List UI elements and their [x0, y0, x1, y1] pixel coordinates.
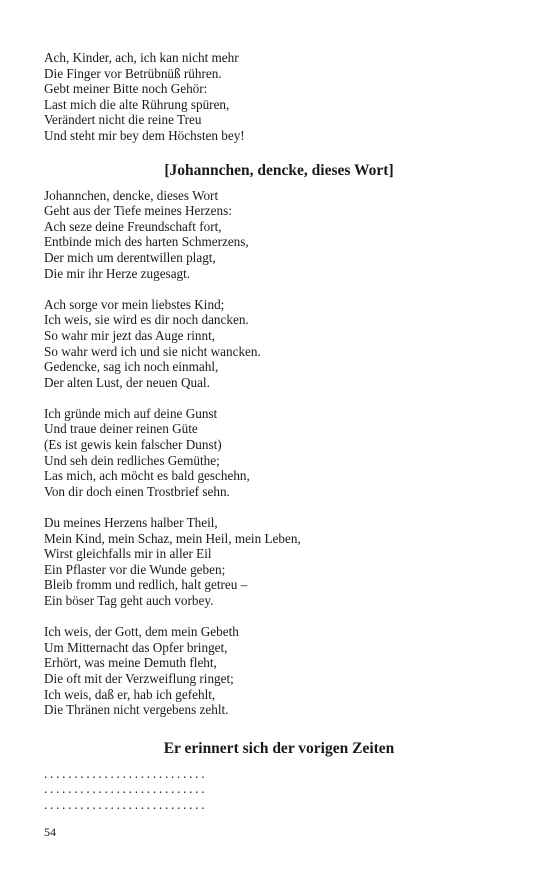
- stanza-gap: [44, 281, 514, 297]
- verse-line: Gebt meiner Bitte noch Gehör:: [44, 81, 208, 97]
- verse-line: Und steht mir bey dem Höchsten bey!: [44, 127, 245, 143]
- verse-line: Die oft mit der Verzweiflung ringet;: [44, 670, 234, 686]
- poem2-stanza-3: [44, 406, 514, 500]
- stanza-gap: [44, 499, 514, 515]
- poem2-stanza-2: [44, 297, 514, 391]
- stanza-gap: [44, 609, 514, 625]
- stanza-gap: [44, 390, 514, 406]
- verse-line: Erhört, was meine Demuth fleht,: [44, 655, 217, 671]
- verse-line: Entbinde mich des harten Schmerzens,: [44, 234, 249, 250]
- verse-line: Ach, Kinder, ach, ich kan nicht mehr: [44, 50, 239, 65]
- poem-title: [Johannchen, dencke, dieses Wort]: [164, 161, 394, 179]
- poem3-ellipsis-lines: [44, 766, 514, 813]
- verse-line: Ich weis, sie wird es dir noch dancken.: [44, 312, 249, 328]
- verse-line: Ich weis, daß er, hab ich gefehlt,: [44, 686, 216, 702]
- verse-line: Ach seze deine Freundschaft fort,: [44, 218, 222, 234]
- verse-line: Mein Kind, mein Schaz, mein Heil, mein Leben,: [44, 530, 301, 546]
- poem2-stanza-1: [44, 188, 514, 282]
- verse-line: Geht aus der Tiefe meines Herzens:: [44, 203, 232, 219]
- verse-line: Die Finger vor Betrübnüß rühren.: [44, 65, 222, 81]
- verse-line: Las mich, ach möcht es bald geschehn,: [44, 468, 250, 484]
- verse-line: Um Mitternacht das Opfer bringet,: [44, 639, 228, 655]
- verse-line: Und traue deiner reinen Güte: [44, 421, 198, 437]
- verse-line: Du meines Herzens halber Theil,: [44, 515, 218, 531]
- verse-line: (Es ist gewis kein falscher Dunst): [44, 437, 222, 453]
- poem-title: Er erinnert sich der vorigen Zeiten: [163, 739, 395, 757]
- verse-line: Und seh dein redliches Gemüthe;: [44, 452, 220, 468]
- verse-line: Die Thränen nicht vergebens zehlt.: [44, 702, 229, 718]
- page-number: 54: [44, 825, 56, 839]
- verse-line: Ein böser Tag geht auch vorbey.: [44, 593, 214, 608]
- verse-line: Bleib fromm und redlich, halt getreu –: [44, 577, 248, 593]
- verse-line: Verändert nicht die reine Treu: [44, 112, 202, 128]
- verse-line: So wahr mir jezt das Auge rinnt,: [44, 327, 216, 343]
- omission-dots: ...........................: [44, 796, 208, 812]
- verse-line: Ach sorge vor mein liebstes Kind;: [44, 296, 225, 312]
- verse-line: Wirst gleichfalls mir in aller Eil: [44, 546, 212, 562]
- verse-line: Ich gründe mich auf deine Gunst: [44, 405, 218, 421]
- verse-line: Ich weis, der Gott, dem mein Gebeth: [44, 624, 239, 640]
- verse-line: So wahr werd ich und sie nicht wancken.: [44, 343, 261, 359]
- poem2-stanza-4: [44, 515, 514, 609]
- omission-dots: ...........................: [44, 765, 208, 781]
- verse-line: Gedencke, sag ich noch einmahl,: [44, 359, 219, 375]
- page-content: [44, 50, 514, 813]
- verse-line: Der alten Lust, der neuen Qual.: [44, 374, 210, 390]
- verse-line: Von dir doch einen Trostbrief sehn.: [44, 483, 230, 499]
- verse-line: Last mich die alte Rührung spüren,: [44, 96, 230, 112]
- verse-line: Der mich um derentwillen plagt,: [44, 249, 216, 265]
- poem2-stanza-5: [44, 624, 514, 718]
- verse-line: Die mir ihr Herze zugesagt.: [44, 265, 191, 281]
- verse-line: Ein Pflaster vor die Wunde geben;: [44, 561, 226, 577]
- verse-line: Johannchen, dencke, dieses Wort: [44, 187, 219, 203]
- poem1-stanza: [44, 50, 514, 144]
- omission-dots: ...........................: [44, 781, 208, 797]
